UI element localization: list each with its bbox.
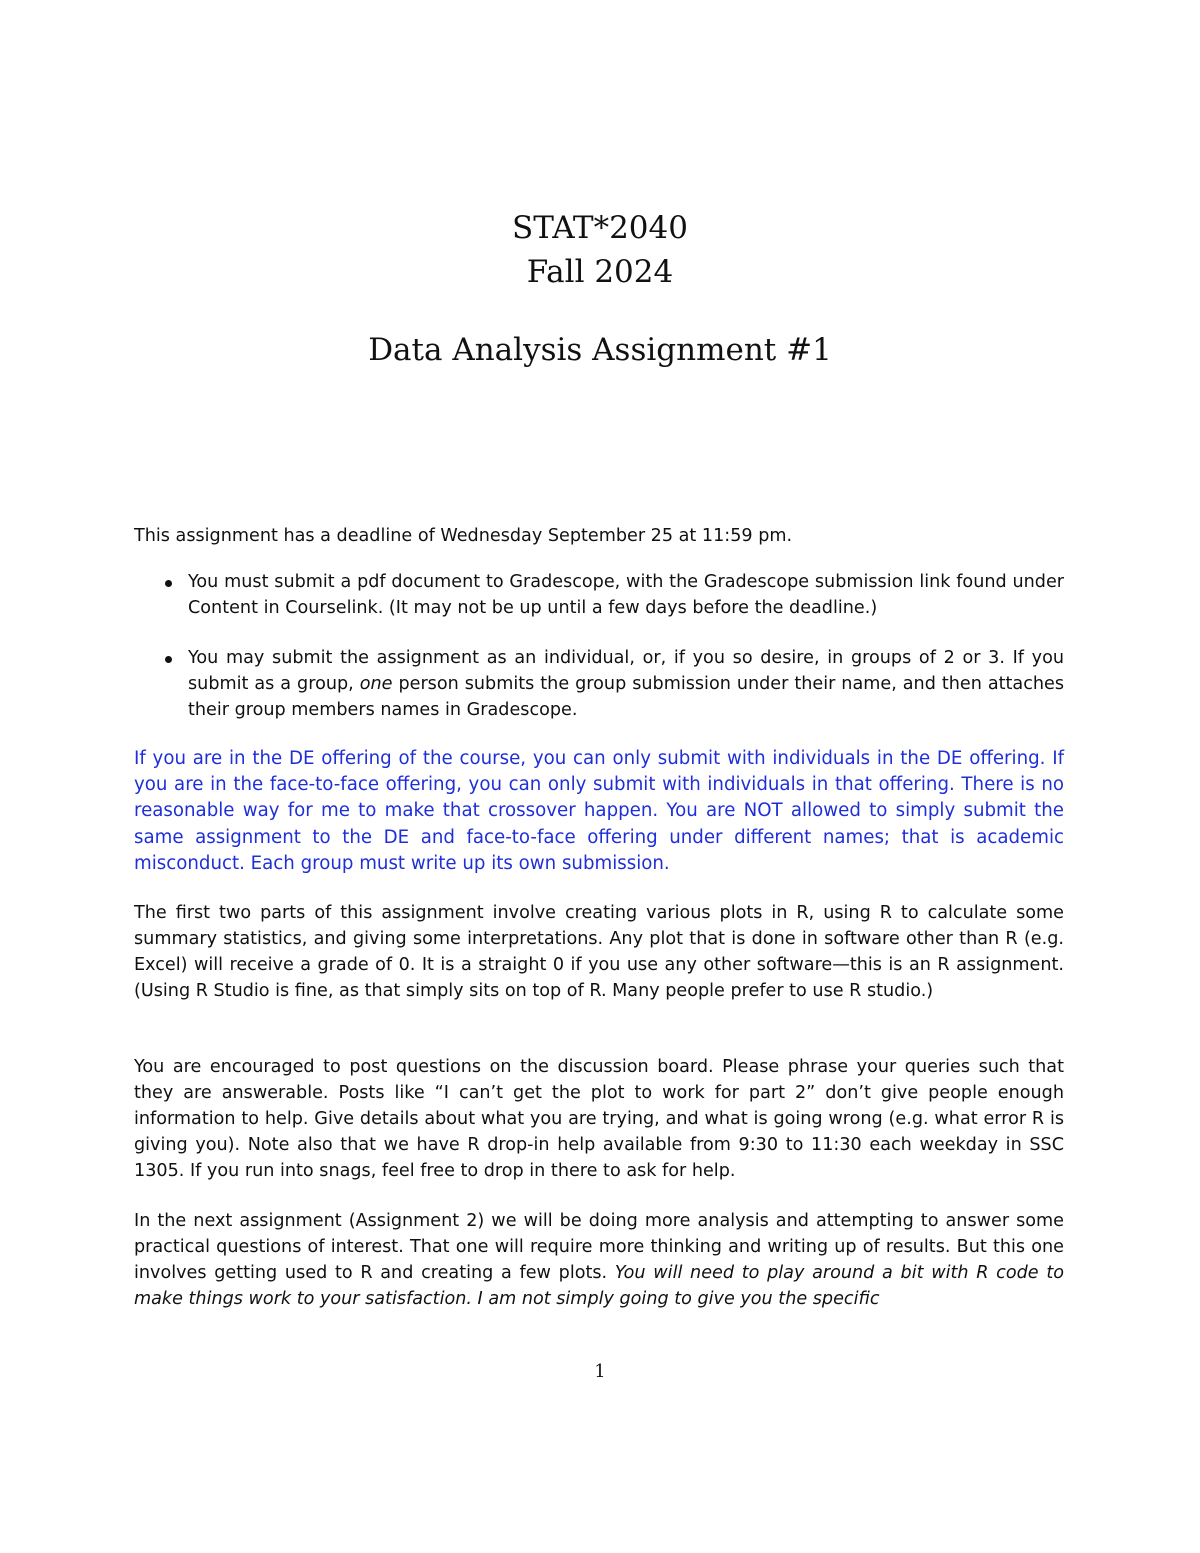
bullet-icon [165,580,172,587]
bullet-text [188,645,1064,723]
bullet-text-end: person submits the group submission under their name, and then attaches their group members names in Gradescope. [188,674,1065,720]
bullet-icon [165,656,172,663]
offering-notice: If you are in the DE offering of the course, you can only submit with individuals in the DE offering. If you are in the face-to-face offering, you can only submit with individuals in that offering. There is no reasonable way for me to make that crossover happen. You are NOT allowed to simply submit the same assignment to the DE and face-to-face offering under different names; that is academic misconduct. Each group must write up its own submission. [134,748,1064,874]
emphasis-one: one [359,674,393,694]
next-assignment-paragraph [134,1208,1064,1312]
deadline-statement: This assignment has a deadline of Wednesday September 25 at 11:59 pm. [134,526,793,546]
list-item [134,645,1064,723]
assignment-title: Data Analysis Assignment #1 [368,332,832,368]
plots-paragraph: The first two parts of this assignment involve creating various plots in R, using R to calculate some summary statistics, and giving some interpretations. Any plot that is done in software other than R (e.g. Excel) will receive a grade of 0. It is a straight 0 if you use any other software—this is an R assignment. (Using R Studio is fine, as that simply sits on top of R. Many people prefer to use R studio.) [134,903,1064,1001]
next-assignment-text: In the next assignment (Assignment 2) we will be doing more analysis and attempting to answer some practical questions of interest. That one will require more thinking and writing up of results. But this one involves getting used to R and creating a few plots. [134,1211,1064,1283]
questions-paragraph: You are encouraged to post questions on the discussion board. Please phrase your queries such that they are answerable. Posts like “I can’t get the plot to work for part 2” don’t give people enough information to help. Give details about what you are trying, and what is going wrong (e.g. what error R is giving you). Note also that we have R drop-in help available from 9:30 to 11:30 each weekday in SSC 1305. If you run into snags, feel free to drop in there to ask for help. [134,1057,1064,1181]
bullet-text: You must submit a pdf document to Gradescope, with the Gradescope submission link found under Content in Courselink. (It may not be up until a few days before the deadline.) [188,572,1064,618]
list-item [134,569,1064,621]
page-number: 1 [594,1362,606,1382]
course-code: STAT*2040 [512,210,688,246]
bullet-text-start: You may submit the assignment as an individual, or, if you so desire, in groups of 2 or 3. If you submit as a group, [188,648,1064,694]
term: Fall 2024 [526,254,674,290]
next-assignment-emphasis: You will need to play around a bit with R code to make things work to your satisfaction. I am not simply going to give you the specific [134,1263,1064,1309]
